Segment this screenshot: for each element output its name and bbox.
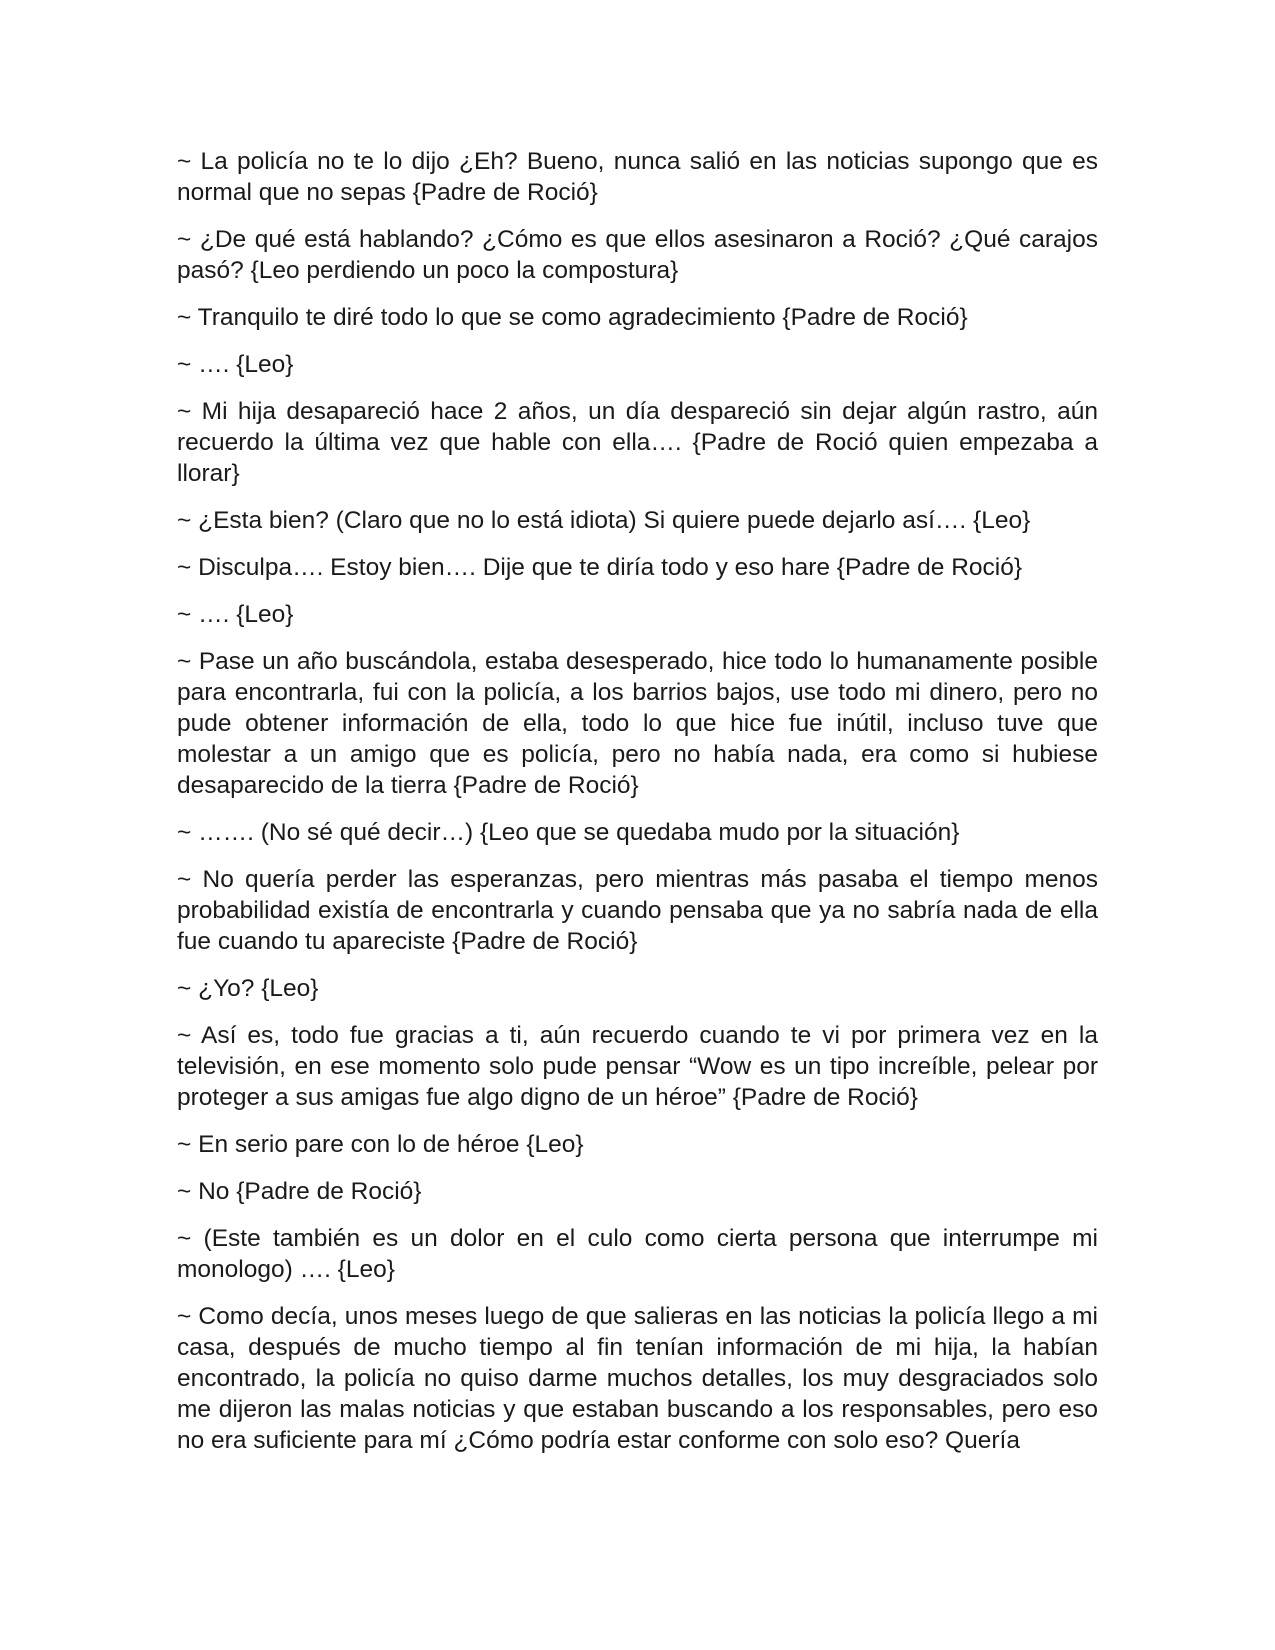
dialogue-paragraph: ~ La policía no te lo dijo ¿Eh? Bueno, nunca salió en las noticias supongo que es normal que no sepas {Padre de Roció} <box>177 148 1098 206</box>
dialogue-paragraph: ~ ……. (No sé qué decir…) {Leo que se quedaba mudo por la situación} <box>177 819 960 846</box>
dialogue-paragraph: ~ …. {Leo} <box>177 601 294 628</box>
dialogue-paragraph: ~ …. {Leo} <box>177 351 294 378</box>
dialogue-paragraph: ~ Así es, todo fue gracias a ti, aún recuerdo cuando te vi por primera vez en la televisión, en ese momento solo pude pensar “Wow es un tipo increíble, pelear por proteger a sus amigas fue algo digno de un héroe” {Padre de Roció} <box>177 1022 1098 1111</box>
dialogue-paragraph: ~ ¿Yo? {Leo} <box>177 975 319 1002</box>
document-body <box>177 146 1098 1472</box>
dialogue-paragraph: ~ ¿De qué está hablando? ¿Cómo es que ellos asesinaron a Roció? ¿Qué carajos pasó? {Leo perdiendo un poco la compostura} <box>177 226 1098 284</box>
dialogue-paragraph: ~ Disculpa…. Estoy bien…. Dije que te diría todo y eso hare {Padre de Roció} <box>177 554 1023 581</box>
dialogue-paragraph: ~ (Este también es un dolor en el culo como cierta persona que interrumpe mi monologo) …. {Leo} <box>177 1225 1098 1283</box>
dialogue-paragraph: ~ Mi hija desapareció hace 2 años, un día despareció sin dejar algún rastro, aún recuerdo la última vez que hable con ella…. {Padre de Roció quien empezaba a llorar} <box>177 398 1098 487</box>
dialogue-paragraph: ~ Tranquilo te diré todo lo que se como agradecimiento {Padre de Roció} <box>177 304 968 331</box>
dialogue-paragraph: ~ Como decía, unos meses luego de que salieras en las noticias la policía llego a mi casa, después de mucho tiempo al fin tenían información de mi hija, la habían encontrado, la policía no quiso darme muchos detalles, los muy desgraciados solo me dijeron las malas noticias y que estaban buscando a los responsables, pero eso no era suficiente para mí ¿Cómo podría estar conforme con solo eso? Quería <box>177 1303 1098 1454</box>
dialogue-paragraph: ~ No {Padre de Roció} <box>177 1178 422 1205</box>
dialogue-paragraph: ~ Pase un año buscándola, estaba desesperado, hice todo lo humanamente posible para encontrarla, fui con la policía, a los barrios bajos, use todo mi dinero, pero no pude obtener información de ella, todo lo que hice fue inútil, incluso tuve que molestar a un amigo que es policía, pero no había nada, era como si hubiese desaparecido de la tierra {Padre de Roció} <box>177 648 1098 799</box>
dialogue-paragraph: ~ En serio pare con lo de héroe {Leo} <box>177 1131 584 1158</box>
dialogue-paragraph: ~ No quería perder las esperanzas, pero mientras más pasaba el tiempo menos probabilidad existía de encontrarla y cuando pensaba que ya no sabría nada de ella fue cuando tu apareciste {Padre de Roció} <box>177 866 1098 955</box>
dialogue-paragraph: ~ ¿Esta bien? (Claro que no lo está idiota) Si quiere puede dejarlo así…. {Leo} <box>177 507 1031 534</box>
